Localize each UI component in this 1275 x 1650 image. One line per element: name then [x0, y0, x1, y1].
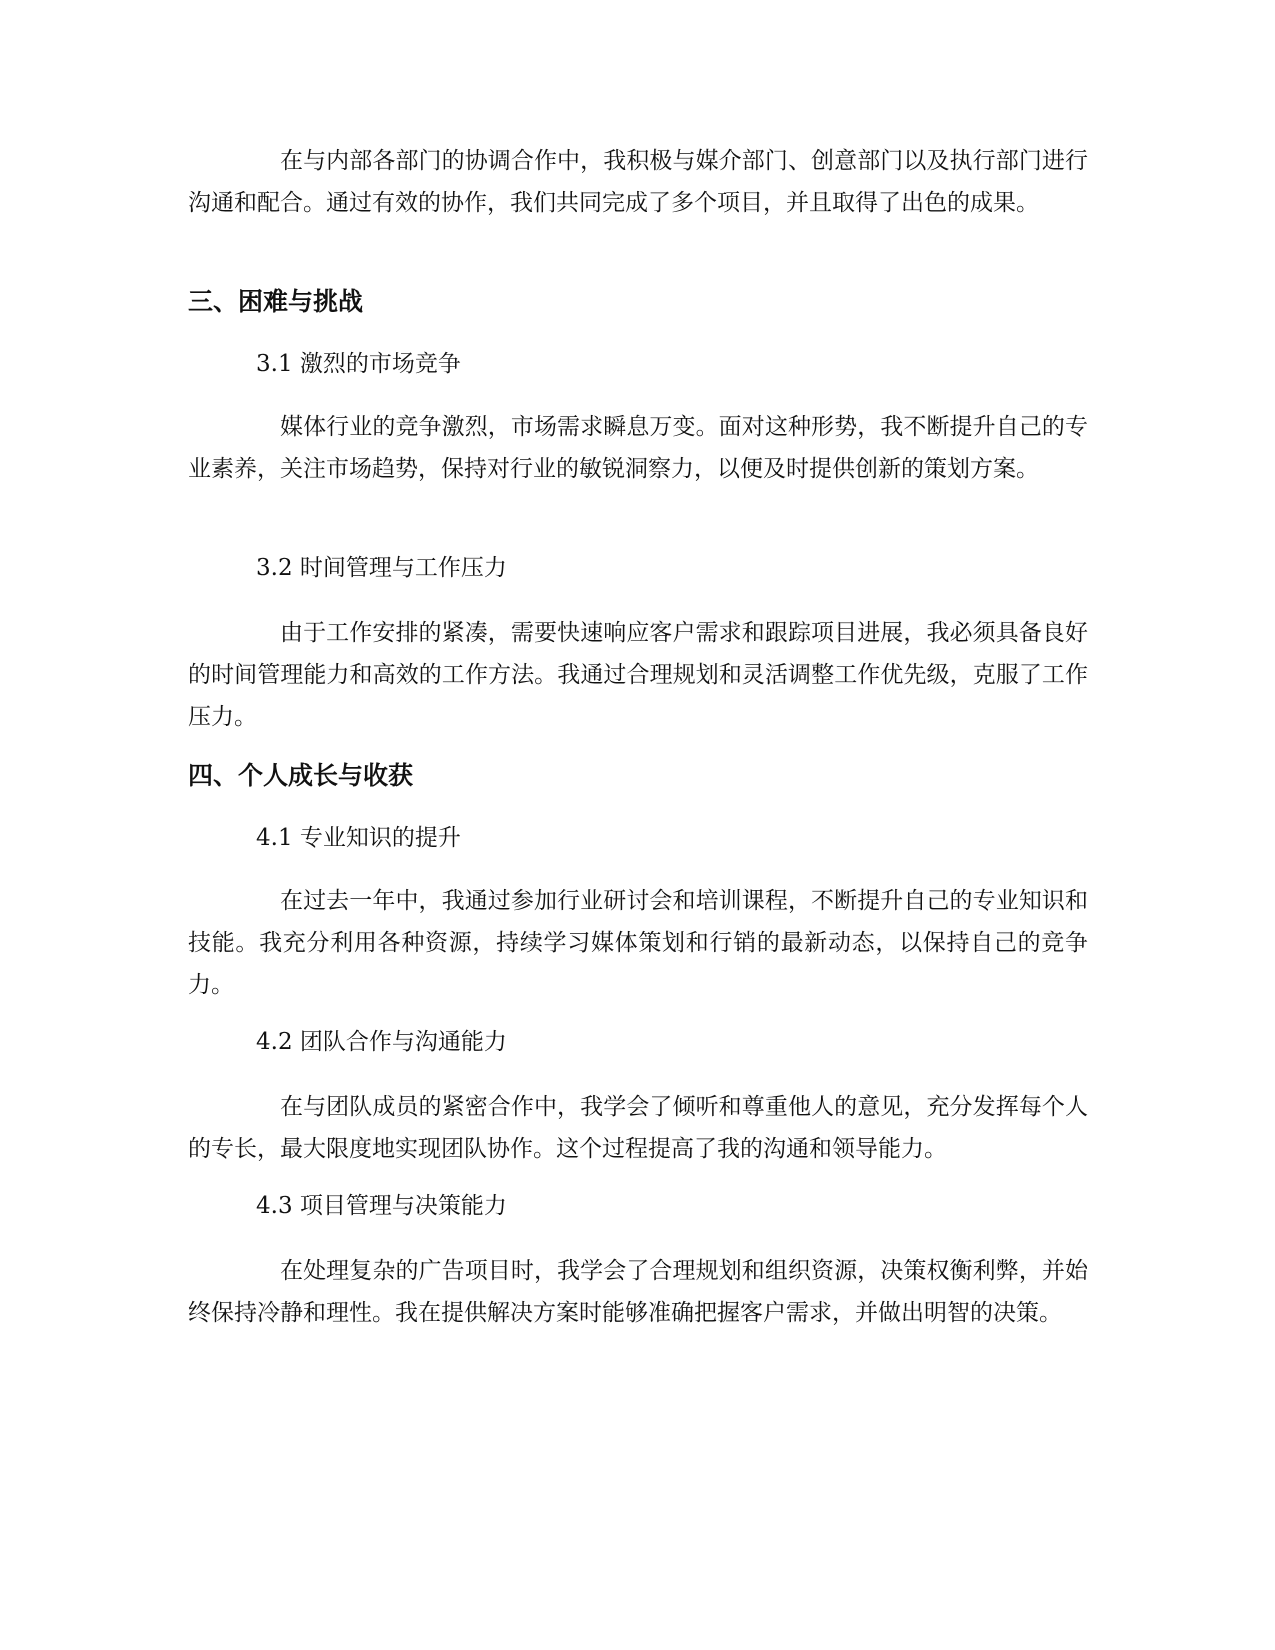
subheading-time-management: 3.2 时间管理与工作压力 [256, 555, 507, 581]
paragraph-professional-knowledge: 在过去一年中，我通过参加行业研讨会和培训课程，不断提升自己的专业知识和技能。我充分利用各种资源，持续学习媒体策划和行销的最新动态，以保持自己的竞争力。 [188, 888, 1088, 998]
paragraph-collaboration: 在与内部各部门的协调合作中，我积极与媒介部门、创意部门以及执行部门进行沟通和配合。通过有效的协作，我们共同完成了多个项目，并且取得了出色的成果。 [188, 148, 1088, 216]
paragraph-teamwork: 在与团队成员的紧密合作中，我学会了倾听和尊重他人的意见，充分发挥每个人的专长，最大限度地实现团队协作。这个过程提高了我的沟通和领导能力。 [188, 1094, 1088, 1162]
paragraph-time-management: 由于工作安排的紧凑，需要快速响应客户需求和跟踪项目进展，我必须具备良好的时间管理能力和高效的工作方法。我通过合理规划和灵活调整工作优先级，克服了工作压力。 [188, 620, 1088, 730]
subheading-project-management: 4.3 项目管理与决策能力 [256, 1193, 507, 1219]
subheading-market-competition: 3.1 激烈的市场竞争 [256, 351, 461, 377]
subheading-professional-knowledge: 4.1 专业知识的提升 [256, 825, 461, 851]
paragraph-market-competition: 媒体行业的竞争激烈，市场需求瞬息万变。面对这种形势，我不断提升自己的专业素养，关注市场趋势，保持对行业的敏锐洞察力，以便及时提供创新的策划方案。 [188, 414, 1088, 482]
paragraph-project-management: 在处理复杂的广告项目时，我学会了合理规划和组织资源，决策权衡利弊，并始终保持冷静和理性。我在提供解决方案时能够准确把握客户需求，并做出明智的决策。 [188, 1258, 1088, 1326]
subheading-teamwork: 4.2 团队合作与沟通能力 [256, 1029, 507, 1055]
section-heading-difficulties: 三、困难与挑战 [188, 287, 364, 316]
section-heading-growth: 四、个人成长与收获 [188, 761, 414, 790]
